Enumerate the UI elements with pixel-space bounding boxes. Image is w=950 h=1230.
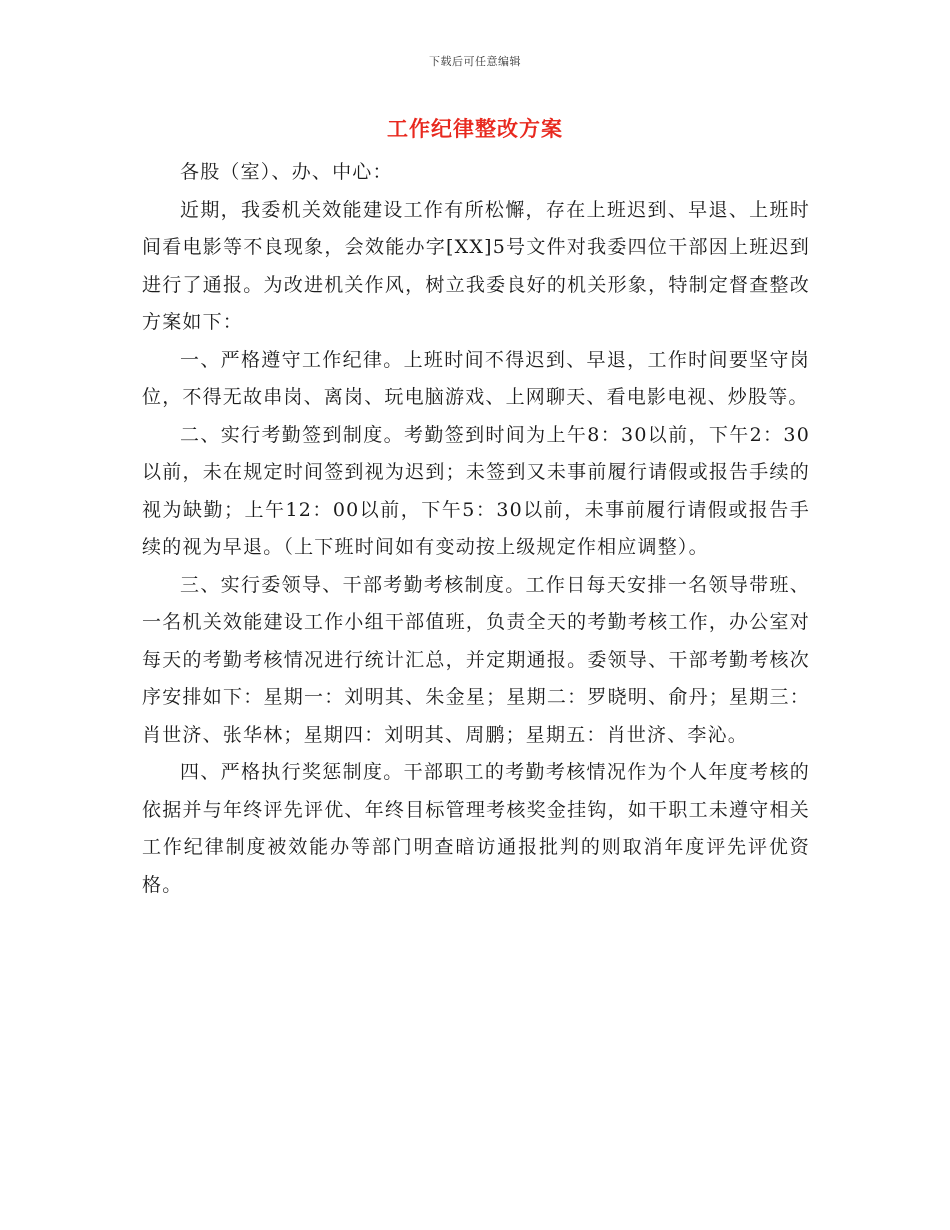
paragraph-intro: 近期，我委机关效能建设工作有所松懈，存在上班迟到、早退、上班时间看电影等不良现象，会效能办字[XX]5号文件对我委四位干部因上班迟到进行了通报。为改进机关作风，树立我委良好的机关形象，特制定督查整改方案如下： — [142, 198, 810, 333]
paragraph-section-2: 二、实行考勤签到制度。考勤签到时间为上午8：30以前，下午2：30以前，未在规定时间签到视为迟到；未签到又未事前履行请假或报告手续的视为缺勤；上午12：00以前，下午5：30以前，未事前履行请假或报告手续的视为早退。（上下班时间如有变动按上级规定作相应调整）。 — [142, 423, 810, 558]
paragraph-section-3: 三、实行委领导、干部考勤考核制度。工作日每天安排一名领导带班、一名机关效能建设工作小组干部值班，负责全天的考勤考核工作，办公室对每天的考勤考核情况进行统计汇总，并定期通报。委领导、干部考勤考核次序安排如下：星期一：刘明其、朱金星；星期二：罗晓明、俞丹；星期三：肖世济、张华林；星期四：刘明其、周鹏；星期五：肖世济、李沁。 — [142, 573, 810, 746]
salutation: 各股（室）、办、中心： — [180, 161, 393, 183]
document-title: 工作纪律整改方案 — [387, 116, 563, 141]
document-body — [142, 154, 810, 904]
paragraph-section-4: 四、严格执行奖惩制度。干部职工的考勤考核情况作为个人年度考核的依据并与年终评先评优、年终目标管理考核奖金挂钩，如干职工未遵守相关工作纪律制度被效能办等部门明查暗访通报批判的则取消年度评先评优资格。 — [142, 761, 810, 896]
page-header-note: 下载后可任意编辑 — [429, 55, 521, 68]
paragraph-section-1: 一、严格遵守工作纪律。上班时间不得迟到、早退，工作时间要坚守岗位，不得无故串岗、离岗、玩电脑游戏、上网聊天、看电影电视、炒股等。 — [142, 348, 810, 408]
